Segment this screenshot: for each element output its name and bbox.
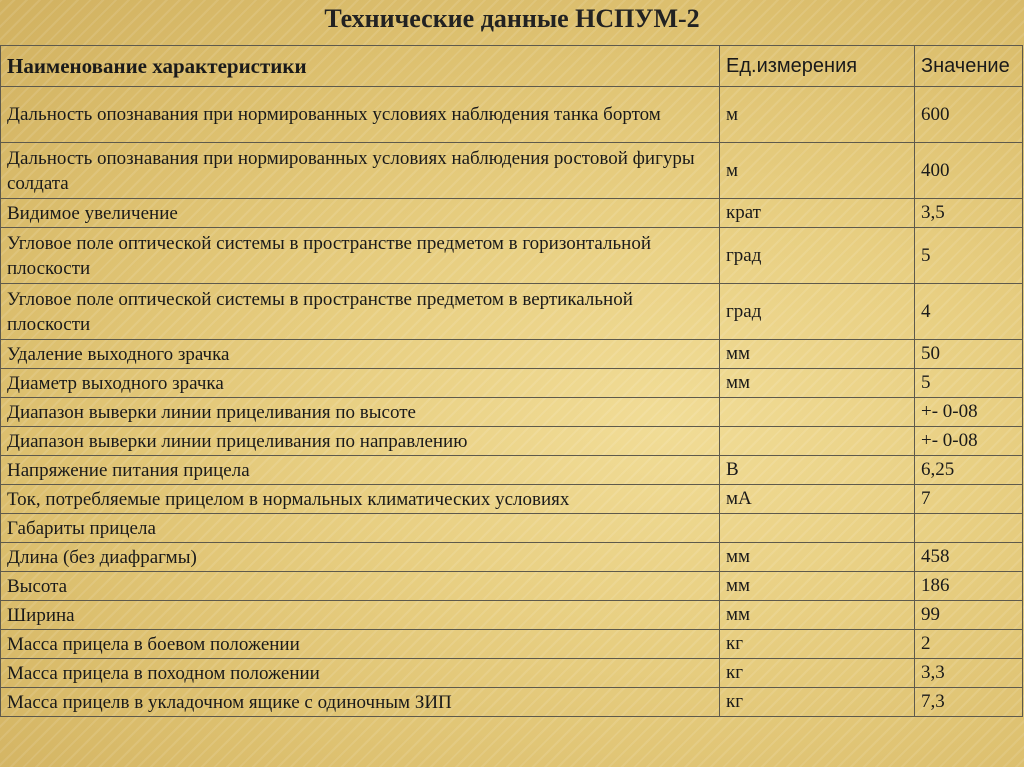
cell-name: Длина (без диафрагмы) (1, 543, 720, 572)
cell-value: 6,25 (915, 456, 1023, 485)
table-row (1, 284, 1023, 340)
table-row (1, 601, 1023, 630)
cell-name: Дальность опознавания при нормированных условиях наблюдения ростовой фигуры солдата (1, 143, 720, 199)
cell-value: 458 (915, 543, 1023, 572)
table-row (1, 485, 1023, 514)
cell-name: Масса прицелв в укладочном ящике с одиночным ЗИП (1, 688, 720, 717)
cell-value: 400 (915, 143, 1023, 199)
cell-unit: м (720, 87, 915, 143)
cell-unit: мм (720, 340, 915, 369)
cell-name: Габариты прицела (1, 514, 720, 543)
cell-unit: м (720, 143, 915, 199)
header-unit: Ед.измерения (720, 46, 915, 87)
table-row (1, 340, 1023, 369)
cell-name: Дальность опознавания при нормированных условиях наблюдения танка бортом (1, 87, 720, 143)
cell-value: 186 (915, 572, 1023, 601)
cell-value: 4 (915, 284, 1023, 340)
table-row (1, 456, 1023, 485)
cell-name: Диаметр выходного зрачка (1, 369, 720, 398)
cell-unit: В (720, 456, 915, 485)
cell-value: 5 (915, 369, 1023, 398)
cell-name: Масса прицела в боевом положении (1, 630, 720, 659)
table-row (1, 514, 1023, 543)
page-title: Технические данные НСПУМ-2 (324, 4, 700, 33)
cell-name: Удаление выходного зрачка (1, 340, 720, 369)
cell-value: 7 (915, 485, 1023, 514)
header-value: Значение (915, 46, 1023, 87)
table-row (1, 87, 1023, 143)
cell-unit: мм (720, 572, 915, 601)
cell-unit: мА (720, 485, 915, 514)
cell-unit: мм (720, 369, 915, 398)
cell-name: Ток, потребляемые прицелом в нормальных климатических условиях (1, 485, 720, 514)
cell-unit: град (720, 284, 915, 340)
table-row (1, 369, 1023, 398)
table-header-row (1, 46, 1023, 87)
cell-value: 2 (915, 630, 1023, 659)
cell-value: +- 0-08 (915, 398, 1023, 427)
cell-value: 600 (915, 87, 1023, 143)
cell-unit (720, 398, 915, 427)
table-row (1, 572, 1023, 601)
cell-value: 5 (915, 228, 1023, 284)
cell-value: +- 0-08 (915, 427, 1023, 456)
cell-name: Диапазон выверки линии прицеливания по высоте (1, 398, 720, 427)
cell-unit: мм (720, 543, 915, 572)
cell-name: Угловое поле оптической системы в пространстве предметом в вертикальной плоскости (1, 284, 720, 340)
table-row (1, 143, 1023, 199)
cell-unit: мм (720, 601, 915, 630)
cell-name: Диапазон выверки линии прицеливания по направлению (1, 427, 720, 456)
cell-value: 50 (915, 340, 1023, 369)
cell-name: Напряжение питания прицела (1, 456, 720, 485)
table-row (1, 427, 1023, 456)
table-row (1, 688, 1023, 717)
table-row (1, 398, 1023, 427)
cell-name: Угловое поле оптической системы в пространстве предметом в горизонтальной плоскости (1, 228, 720, 284)
cell-name: Высота (1, 572, 720, 601)
cell-unit (720, 514, 915, 543)
cell-name: Видимое увеличение (1, 199, 720, 228)
table-row (1, 199, 1023, 228)
cell-value (915, 514, 1023, 543)
table-row (1, 630, 1023, 659)
cell-value: 7,3 (915, 688, 1023, 717)
table-row (1, 543, 1023, 572)
cell-unit (720, 427, 915, 456)
cell-unit: кг (720, 688, 915, 717)
cell-name: Ширина (1, 601, 720, 630)
cell-value: 3,3 (915, 659, 1023, 688)
cell-value: 3,5 (915, 199, 1023, 228)
cell-unit: град (720, 228, 915, 284)
table-row (1, 659, 1023, 688)
cell-unit: кг (720, 630, 915, 659)
cell-name: Масса прицела в походном положении (1, 659, 720, 688)
table-row (1, 228, 1023, 284)
cell-unit: кг (720, 659, 915, 688)
cell-value: 99 (915, 601, 1023, 630)
header-name: Наименование характеристики (1, 46, 720, 87)
specs-table (0, 45, 1023, 717)
cell-unit: крат (720, 199, 915, 228)
